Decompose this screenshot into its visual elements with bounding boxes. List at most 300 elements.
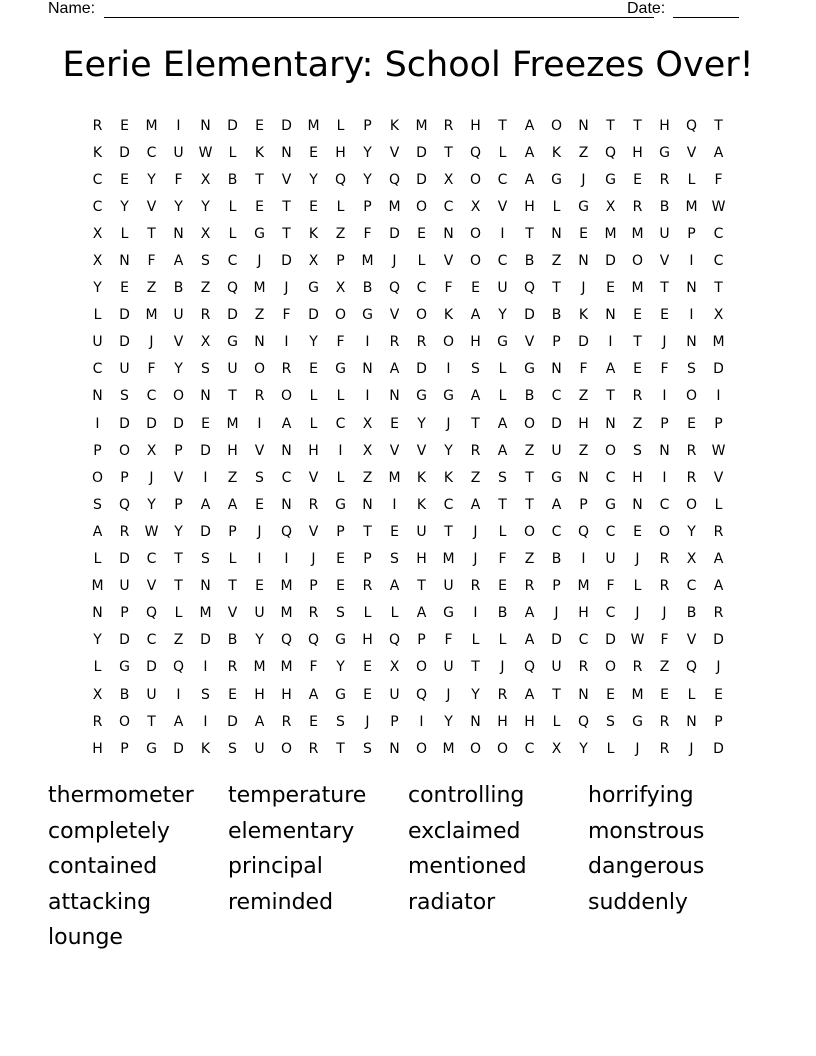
grid-letter: R: [632, 198, 643, 215]
grid-letter: P: [579, 496, 588, 513]
grid-letter: V: [524, 334, 535, 351]
grid-letter: F: [660, 361, 669, 378]
grid-letter: V: [686, 144, 697, 161]
grid-letter: U: [146, 686, 157, 703]
grid-letter: J: [365, 713, 370, 730]
grid-letter: B: [227, 171, 238, 188]
grid-letter: B: [551, 551, 562, 568]
grid-letter: X: [200, 171, 211, 188]
grid-letter: R: [308, 740, 319, 757]
grid-letter: U: [416, 523, 427, 540]
grid-letter: Q: [145, 605, 158, 622]
grid-letter: Z: [578, 144, 589, 161]
grid-letter: C: [686, 578, 697, 595]
grid-letter: P: [390, 713, 399, 730]
grid-letter: T: [444, 144, 453, 161]
grid-letter: P: [552, 334, 561, 351]
grid-letter: J: [500, 659, 505, 676]
grid-letter: L: [174, 605, 183, 622]
grid-letter: I: [284, 334, 289, 351]
grid-letter: L: [687, 171, 696, 188]
grid-letter: T: [336, 740, 345, 757]
grid-letter: U: [443, 659, 454, 676]
grid-letter: V: [686, 632, 697, 649]
grid-letter: A: [227, 496, 238, 513]
grid-letter: D: [605, 632, 616, 649]
grid-letter: L: [228, 198, 237, 215]
grid-letter: P: [120, 469, 129, 486]
grid-letter: O: [469, 171, 482, 188]
grid-letter: P: [714, 713, 723, 730]
grid-letter: L: [498, 361, 507, 378]
grid-row: [84, 410, 732, 437]
grid-letter: M: [442, 551, 455, 568]
grid-letter: E: [309, 713, 318, 730]
grid-letter: Y: [147, 171, 156, 188]
grid-letter: T: [525, 496, 534, 513]
grid-letter: O: [523, 523, 536, 540]
grid-letter: Q: [280, 523, 293, 540]
grid-letter: X: [470, 198, 481, 215]
grid-letter: L: [552, 713, 561, 730]
grid-letter: U: [254, 740, 265, 757]
grid-letter: F: [363, 225, 372, 242]
grid-letter: Z: [335, 225, 346, 242]
grid-letter: E: [309, 144, 318, 161]
grid-letter: S: [687, 361, 696, 378]
grid-letter: R: [281, 713, 292, 730]
grid-letter: T: [633, 117, 642, 134]
grid-letter: S: [201, 361, 210, 378]
grid-letter: A: [92, 523, 103, 540]
grid-letter: E: [336, 551, 345, 568]
grid-letter: O: [172, 388, 185, 405]
grid-letter: U: [605, 551, 616, 568]
grid-letter: Z: [470, 469, 481, 486]
grid-letter: D: [281, 117, 292, 134]
grid-letter: O: [334, 307, 347, 324]
grid-letter: V: [389, 144, 400, 161]
grid-letter: H: [470, 117, 481, 134]
grid-letter: D: [200, 523, 211, 540]
grid-letter: X: [686, 551, 697, 568]
grid-letter: O: [442, 334, 455, 351]
grid-letter: H: [308, 442, 319, 459]
grid-letter: F: [714, 171, 723, 188]
grid-letter: Z: [578, 442, 589, 459]
grid-letter: R: [659, 551, 670, 568]
grid-letter: R: [470, 578, 481, 595]
grid-letter: Q: [388, 171, 401, 188]
grid-letter: O: [469, 253, 482, 270]
grid-letter: M: [226, 415, 239, 432]
grid-letter: V: [227, 605, 238, 622]
grid-letter: D: [119, 144, 130, 161]
grid-letter: H: [92, 740, 103, 757]
grid-letter: F: [174, 171, 183, 188]
grid-letter: A: [524, 686, 535, 703]
grid-letter: R: [443, 117, 454, 134]
grid-row: [84, 437, 732, 464]
grid-letter: C: [713, 225, 724, 242]
grid-letter: W: [711, 442, 726, 459]
grid-letter: K: [92, 144, 103, 161]
grid-letter: E: [120, 117, 129, 134]
grid-letter: X: [92, 253, 103, 270]
grid-letter: Q: [388, 280, 401, 297]
grid-letter: R: [200, 307, 211, 324]
grid-letter: E: [606, 280, 615, 297]
grid-letter: N: [659, 442, 670, 459]
grid-letter: C: [497, 253, 508, 270]
grid-letter: L: [363, 605, 372, 622]
grid-letter: M: [307, 117, 320, 134]
grid-letter: S: [201, 253, 210, 270]
grid-letter: N: [605, 307, 616, 324]
grid-letter: A: [497, 442, 508, 459]
grid-letter: P: [552, 578, 561, 595]
grid-letter: Y: [336, 659, 345, 676]
grid-letter: Q: [280, 632, 293, 649]
grid-letter: T: [498, 496, 507, 513]
grid-letter: M: [280, 659, 293, 676]
grid-letter: M: [280, 578, 293, 595]
grid-letter: H: [632, 144, 643, 161]
grid-letter: D: [119, 551, 130, 568]
grid-row: [84, 735, 732, 762]
grid-letter: F: [147, 361, 156, 378]
grid-letter: C: [578, 632, 589, 649]
word-bank-item: exclaimed: [408, 818, 521, 844]
grid-letter: Q: [469, 144, 482, 161]
grid-letter: C: [146, 144, 157, 161]
grid-letter: O: [469, 225, 482, 242]
grid-letter: X: [92, 225, 103, 242]
word-bank-item: completely: [48, 818, 170, 844]
grid-letter: Q: [118, 496, 131, 513]
grid-letter: S: [93, 496, 102, 513]
grid-letter: L: [498, 523, 507, 540]
grid-letter: T: [147, 713, 156, 730]
grid-letter: L: [336, 198, 345, 215]
grid-letter: T: [363, 523, 372, 540]
grid-letter: A: [470, 388, 481, 405]
grid-row: [84, 356, 732, 383]
grid-letter: T: [147, 225, 156, 242]
grid-letter: V: [416, 442, 427, 459]
grid-letter: E: [606, 686, 615, 703]
name-label: Name:: [48, 0, 96, 17]
grid-letter: R: [632, 659, 643, 676]
grid-letter: S: [498, 469, 507, 486]
grid-letter: T: [714, 280, 723, 297]
grid-letter: N: [362, 496, 373, 513]
grid-letter: L: [714, 496, 723, 513]
grid-row: [84, 329, 732, 356]
grid-letter: R: [659, 171, 670, 188]
grid-letter: D: [578, 334, 589, 351]
grid-letter: Z: [524, 551, 535, 568]
grid-letter: E: [255, 496, 264, 513]
grid-letter: M: [145, 307, 158, 324]
grid-letter: I: [338, 442, 343, 459]
grid-letter: F: [282, 307, 291, 324]
grid-letter: E: [363, 686, 372, 703]
grid-letter: Q: [577, 523, 590, 540]
word-bank-item: dangerous: [588, 854, 705, 879]
grid-letter: L: [120, 225, 129, 242]
grid-letter: Y: [444, 442, 453, 459]
grid-letter: R: [659, 740, 670, 757]
grid-letter: C: [146, 551, 157, 568]
grid-letter: F: [579, 361, 588, 378]
grid-row: [84, 247, 732, 274]
grid-letter: R: [254, 388, 265, 405]
grid-letter: C: [146, 388, 157, 405]
grid-letter: A: [497, 415, 508, 432]
grid-letter: M: [577, 578, 590, 595]
grid-letter: Q: [577, 713, 590, 730]
grid-letter: U: [254, 605, 265, 622]
grid-letter: U: [659, 225, 670, 242]
grid-letter: V: [389, 307, 400, 324]
grid-letter: E: [660, 307, 669, 324]
grid-letter: Y: [93, 280, 102, 297]
grid-letter: T: [255, 171, 264, 188]
grid-letter: L: [552, 198, 561, 215]
grid-letter: D: [227, 307, 238, 324]
grid-letter: Z: [578, 388, 589, 405]
grid-letter: N: [119, 253, 130, 270]
grid-letter: B: [119, 686, 130, 703]
grid-letter: Q: [604, 144, 617, 161]
grid-letter: U: [497, 280, 508, 297]
grid-letter: T: [525, 225, 534, 242]
grid-row: [84, 600, 732, 627]
grid-letter: Y: [93, 632, 102, 649]
grid-letter: E: [633, 307, 642, 324]
grid-letter: C: [92, 171, 103, 188]
grid-letter: I: [392, 496, 397, 513]
grid-letter: P: [714, 415, 723, 432]
name-blank-line: [104, 17, 654, 18]
grid-letter: C: [605, 469, 616, 486]
grid-letter: L: [498, 632, 507, 649]
grid-letter: N: [281, 144, 292, 161]
grid-letter: P: [417, 632, 426, 649]
grid-letter: X: [362, 415, 373, 432]
grid-letter: F: [606, 578, 615, 595]
grid-letter: P: [228, 523, 237, 540]
grid-letter: A: [254, 713, 265, 730]
grid-letter: Q: [172, 659, 185, 676]
grid-letter: B: [524, 388, 535, 405]
grid-letter: D: [227, 713, 238, 730]
grid-letter: C: [605, 605, 616, 622]
grid-letter: H: [254, 686, 265, 703]
grid-letter: T: [552, 686, 561, 703]
grid-letter: M: [361, 253, 374, 270]
grid-letter: V: [173, 334, 184, 351]
grid-letter: P: [363, 198, 372, 215]
grid-row: [84, 112, 732, 139]
grid-letter: Q: [415, 686, 428, 703]
grid-letter: F: [147, 253, 156, 270]
grid-letter: D: [713, 740, 724, 757]
grid-row: [84, 220, 732, 247]
grid-letter: E: [417, 225, 426, 242]
grid-letter: N: [281, 442, 292, 459]
grid-letter: T: [552, 280, 561, 297]
grid-letter: E: [309, 198, 318, 215]
grid-letter: E: [255, 117, 264, 134]
grid-letter: F: [336, 334, 345, 351]
grid-letter: O: [658, 523, 671, 540]
grid-letter: I: [419, 713, 424, 730]
grid-letter: Q: [523, 659, 536, 676]
grid-letter: L: [417, 253, 426, 270]
grid-letter: Q: [307, 632, 320, 649]
grid-letter: T: [444, 523, 453, 540]
grid-letter: R: [308, 605, 319, 622]
grid-letter: K: [308, 225, 319, 242]
grid-letter: H: [416, 551, 427, 568]
grid-letter: I: [284, 551, 289, 568]
word-bank-item: contained: [48, 854, 158, 879]
grid-letter: P: [660, 415, 669, 432]
word-bank-item: temperature: [228, 783, 367, 808]
grid-letter: N: [362, 361, 373, 378]
grid-letter: Z: [227, 469, 238, 486]
grid-letter: T: [417, 578, 426, 595]
grid-letter: M: [388, 469, 401, 486]
word-bank-item: attacking: [48, 889, 152, 915]
grid-letter: R: [389, 334, 400, 351]
grid-letter: G: [551, 469, 562, 486]
grid-letter: T: [282, 198, 291, 215]
grid-letter: E: [633, 523, 642, 540]
grid-letter: N: [551, 361, 562, 378]
grid-letter: U: [443, 578, 454, 595]
grid-letter: I: [581, 551, 586, 568]
grid-letter: I: [95, 415, 100, 432]
grid-row: [84, 275, 732, 302]
grid-letter: J: [257, 523, 262, 540]
grid-letter: E: [687, 415, 696, 432]
grid-letter: I: [365, 334, 370, 351]
grid-row: [84, 491, 732, 518]
grid-letter: C: [443, 198, 454, 215]
grid-letter: Y: [309, 334, 318, 351]
grid-letter: P: [120, 605, 129, 622]
grid-letter: D: [119, 632, 130, 649]
grid-letter: W: [144, 523, 159, 540]
grid-letter: R: [686, 469, 697, 486]
grid-row: [84, 302, 732, 329]
grid-letter: H: [281, 686, 292, 703]
grid-letter: R: [416, 334, 427, 351]
grid-letter: B: [173, 280, 184, 297]
grid-letter: C: [281, 469, 292, 486]
grid-letter: K: [578, 307, 589, 324]
grid-letter: F: [498, 551, 507, 568]
grid-letter: F: [444, 632, 453, 649]
grid-letter: O: [253, 361, 266, 378]
grid-row: [84, 654, 732, 681]
grid-letter: C: [551, 523, 562, 540]
page-title: Eerie Elementary: School Freezes Over!: [62, 45, 754, 85]
grid-letter: P: [174, 496, 183, 513]
grid-letter: D: [281, 253, 292, 270]
grid-letter: R: [92, 713, 103, 730]
grid-letter: U: [227, 361, 238, 378]
grid-letter: L: [471, 632, 480, 649]
name-date-header: [48, 0, 748, 20]
grid-row: [84, 166, 732, 193]
grid-row: [84, 139, 732, 166]
grid-letter: V: [254, 442, 265, 459]
grid-letter: Y: [417, 415, 426, 432]
grid-letter: J: [662, 334, 667, 351]
grid-letter: G: [335, 496, 346, 513]
grid-letter: C: [497, 171, 508, 188]
grid-letter: I: [500, 225, 505, 242]
grid-letter: X: [389, 659, 400, 676]
grid-letter: P: [174, 442, 183, 459]
grid-letter: R: [659, 713, 670, 730]
grid-letter: J: [581, 171, 586, 188]
grid-letter: J: [635, 605, 640, 622]
word-bank-item: monstrous: [588, 818, 705, 844]
grid-letter: R: [686, 442, 697, 459]
word-bank-item: principal: [228, 854, 323, 879]
grid-letter: U: [173, 144, 184, 161]
grid-letter: I: [446, 361, 451, 378]
grid-letter: J: [473, 551, 478, 568]
grid-letter: L: [336, 469, 345, 486]
grid-letter: B: [362, 280, 373, 297]
grid-letter: J: [446, 686, 451, 703]
grid-letter: Y: [201, 198, 210, 215]
grid-letter: Y: [147, 496, 156, 513]
word-bank-item: radiator: [408, 889, 496, 915]
grid-letter: M: [631, 280, 644, 297]
grid-letter: D: [146, 659, 157, 676]
grid-letter: G: [335, 686, 346, 703]
grid-letter: P: [363, 551, 372, 568]
grid-letter: C: [146, 632, 157, 649]
grid-letter: R: [713, 605, 724, 622]
grid-letter: G: [632, 713, 643, 730]
grid-letter: V: [308, 469, 319, 486]
grid-letter: Z: [146, 280, 157, 297]
grid-letter: M: [712, 334, 725, 351]
grid-letter: V: [713, 469, 724, 486]
grid-letter: G: [254, 225, 265, 242]
grid-letter: S: [255, 469, 264, 486]
grid-letter: G: [443, 388, 454, 405]
grid-letter: G: [578, 198, 589, 215]
grid-letter: G: [146, 740, 157, 757]
grid-letter: L: [93, 659, 102, 676]
grid-letter: Y: [687, 523, 696, 540]
grid-letter: A: [551, 496, 562, 513]
grid-letter: J: [635, 551, 640, 568]
grid-letter: E: [390, 415, 399, 432]
grid-letter: N: [281, 496, 292, 513]
grid-letter: H: [497, 713, 508, 730]
grid-letter: D: [227, 117, 238, 134]
